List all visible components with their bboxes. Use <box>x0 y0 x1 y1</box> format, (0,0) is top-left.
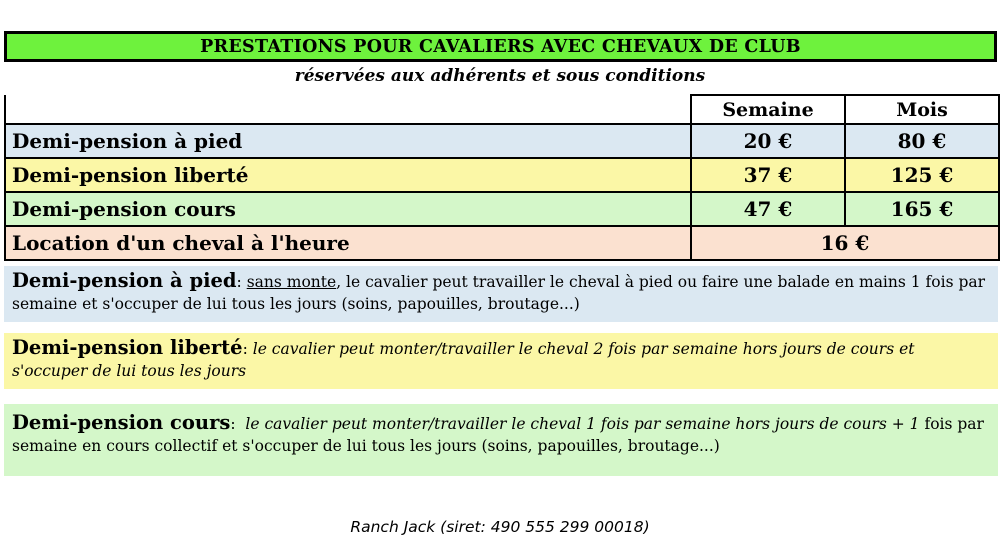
row-label: Demi-pension à pied <box>5 124 691 158</box>
price-week: 47 € <box>691 192 845 226</box>
note-separator: : <box>242 340 253 358</box>
page-subtitle: réservées aux adhérents et sous conditions <box>294 66 706 86</box>
note-demi-pension-cours <box>4 404 998 476</box>
note-term: Demi-pension liberté <box>12 336 243 359</box>
price-week: 20 € <box>691 124 845 158</box>
header-month: Mois <box>845 95 999 124</box>
table-header-row <box>5 95 999 124</box>
header-week: Semaine <box>691 95 845 124</box>
table-row <box>5 226 999 260</box>
footer-company: Ranch Jack (siret: 490 555 299 00018) <box>350 518 650 536</box>
row-label: Demi-pension liberté <box>5 158 691 192</box>
price-month: 125 € <box>845 158 999 192</box>
note-demi-pension-a-pied <box>4 266 998 322</box>
price-month: 80 € <box>845 124 999 158</box>
page-title-text: PRESTATIONS POUR CAVALIERS AVEC CHEVAUX DE CLUB <box>200 36 801 57</box>
header-blank-cell <box>5 95 691 124</box>
price-hourly: 16 € <box>691 226 999 260</box>
table-row <box>5 158 999 192</box>
note-italic: le cavalier peut monter/travailler le cheval 1 fois par semaine hors jours de cours + 1 <box>245 415 920 433</box>
note-text: , le cavalier peut travailler le cheval à pied ou faire une balade en mains 1 fois par semaine et s'occuper de lui tous les jours (soins, papouilles, broutage...) <box>12 273 986 313</box>
price-week: 37 € <box>691 158 845 192</box>
note-italic: le cavalier peut monter/travailler le cheval 2 fois par semaine hors jours de cours et s'occuper de lui tous les jours <box>12 340 915 380</box>
note-separator: : <box>230 415 246 433</box>
row-label: Demi-pension cours <box>5 192 691 226</box>
price-table <box>4 94 1000 261</box>
table-row <box>5 124 999 158</box>
price-month: 165 € <box>845 192 999 226</box>
note-term: Demi-pension à pied <box>12 269 237 292</box>
page-title <box>4 31 997 62</box>
note-underlined: sans monte <box>246 273 337 291</box>
row-label: Location d'un cheval à l'heure <box>5 226 691 260</box>
note-text: fois par semaine en cours collectif et s'occuper de lui tous les jours (soins, papouilles, broutage...) <box>12 415 984 455</box>
note-term: Demi-pension cours <box>12 411 231 434</box>
table-row <box>5 192 999 226</box>
note-separator: : <box>236 273 247 291</box>
note-demi-pension-liberte <box>4 333 998 389</box>
